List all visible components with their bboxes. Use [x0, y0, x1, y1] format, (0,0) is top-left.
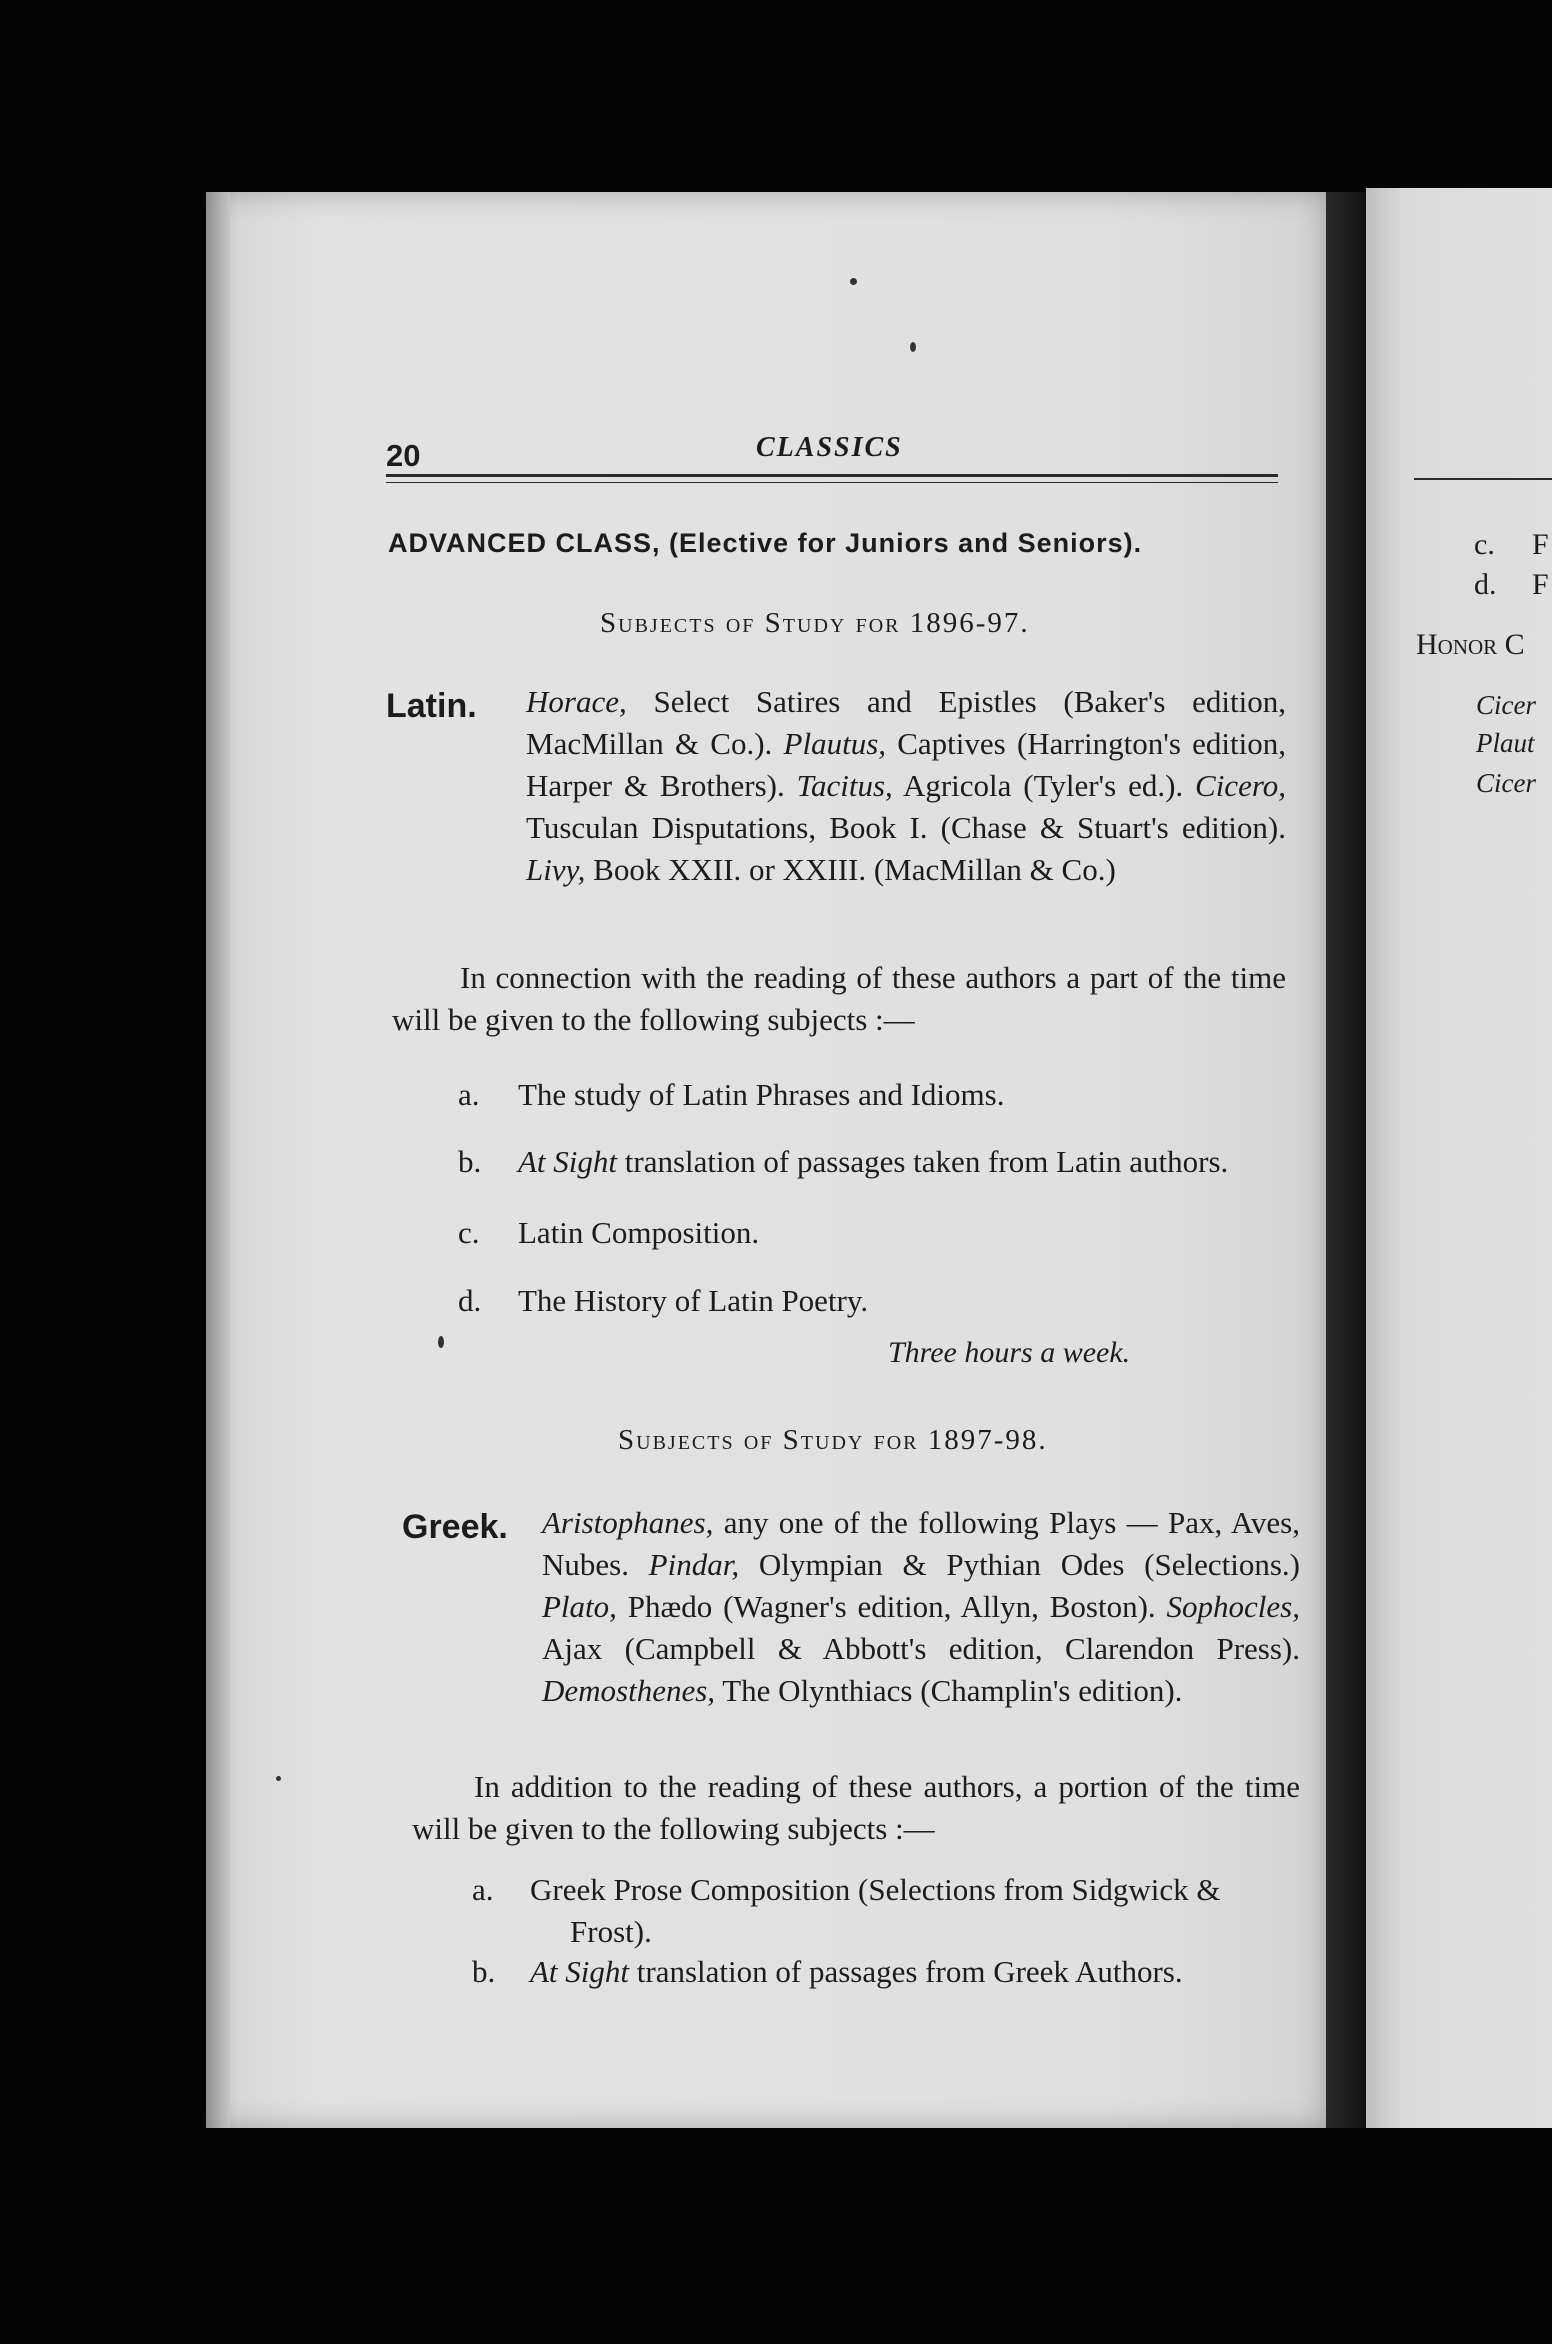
facing-line-c: c. — [1474, 528, 1495, 561]
list-body: Greek Prose Composition (Selections from Sidgwick & — [530, 1872, 1221, 1907]
work-text: The Olynthiacs (Champlin's edition). — [715, 1673, 1183, 1708]
facing-line-cicero: Cicer — [1476, 690, 1536, 720]
class-heading — [388, 528, 1142, 559]
work-text: Select Satires and Epistles (Baker's edition, MacMillan & Co.). — [526, 684, 1286, 761]
scan-speck — [276, 1776, 281, 1781]
list-text — [530, 1872, 1221, 1908]
list-body: The History of Latin Poetry. — [518, 1283, 869, 1318]
page-spine-shadow — [1326, 192, 1366, 2128]
work-text: Agricola (Tyler's ed.). — [892, 768, 1196, 803]
list-letter: b. — [472, 1954, 496, 1989]
facing-honor-heading: Honor C — [1416, 628, 1525, 661]
list-body: translation of passages taken from Latin authors. — [617, 1144, 1229, 1179]
work-text: Book XXII. or XXIII. (MacMillan & Co.) — [585, 852, 1116, 887]
list-text — [530, 1954, 1183, 1990]
list-body: The study of Latin Phrases and Idioms. — [518, 1077, 1005, 1112]
page-number: 20 — [386, 438, 421, 473]
work-author: Plato, — [542, 1589, 617, 1624]
scan-speck — [910, 342, 916, 352]
work-author: Demosthenes, — [542, 1673, 716, 1708]
work-author: Aristophanes, — [542, 1505, 714, 1540]
work-text: Ajax (Campbell & Abbott's edition, Clarendon Press). — [542, 1631, 1300, 1666]
section-heading-1896: Subjects of Study for 1896-97. — [600, 607, 1030, 639]
work-author: Horace, — [526, 684, 627, 719]
facing-line-d: d. — [1474, 568, 1497, 601]
latin-intro-paragraph: In connection with the reading of these authors a part of the time will be given to the following subjects :— — [392, 960, 1286, 1037]
work-text: Olympian & Pythian Odes (Selections.) — [739, 1547, 1300, 1582]
page-title: CLASSICS — [756, 432, 903, 463]
list-text — [518, 1215, 759, 1251]
greek-works-paragraph — [542, 1502, 1300, 1712]
work-text: Tusculan Disputations, Book I. (Chase & Stuart's edition). — [526, 810, 1286, 845]
class-heading-note: (Elective for Juniors and Seniors). — [669, 528, 1143, 558]
list-text — [518, 1077, 1004, 1113]
work-author: Pindar, — [648, 1547, 740, 1582]
greek-intro-paragraph: In addition to the reading of these authors, a portion of the time will be given to the following subjects :— — [412, 1769, 1300, 1846]
facing-line-cicero-2: Cicer — [1476, 768, 1536, 798]
work-author: Sophocles, — [1166, 1589, 1300, 1624]
list-letter: c. — [458, 1215, 480, 1250]
list-letter: a. — [458, 1077, 480, 1112]
facing-line-d-tail: F — [1532, 568, 1549, 601]
list-text-continued: Frost). — [570, 1914, 652, 1949]
work-text: Captives (Harrington's edition, Harper & Brothers). — [526, 726, 1287, 803]
list-letter: a. — [472, 1872, 494, 1907]
list-text — [518, 1283, 868, 1319]
latin-works-paragraph — [526, 681, 1286, 891]
section-heading-1897: Subjects of Study for 1897-98. — [618, 1424, 1048, 1456]
scan-speck — [850, 278, 857, 285]
facing-page-rule — [1414, 478, 1552, 480]
work-author: Plautus, — [783, 726, 887, 761]
list-italic: At Sight — [530, 1954, 630, 1989]
header-rule-thick — [386, 474, 1278, 477]
facing-line-plautus: Plaut — [1476, 728, 1535, 758]
list-italic: At Sight — [518, 1144, 618, 1179]
hours-note: Three hours a week. — [888, 1336, 1131, 1369]
work-text: Phædo (Wagner's edition, Allyn, Boston). — [616, 1589, 1167, 1624]
list-body: translation of passages from Greek Authors. — [629, 1954, 1183, 1989]
list-letter: d. — [458, 1283, 482, 1318]
list-body: Latin Composition. — [518, 1215, 760, 1250]
subject-label-latin: Latin. — [386, 687, 477, 725]
work-author: Livy, — [526, 852, 586, 887]
list-letter: b. — [458, 1144, 482, 1179]
header-rule-thin — [386, 482, 1278, 483]
work-author: Cicero, — [1195, 768, 1286, 803]
list-text — [518, 1144, 1228, 1180]
work-author: Tacitus, — [796, 768, 893, 803]
facing-line-c-tail: F — [1532, 528, 1549, 561]
work-text: any one of the following Plays — Pax, Aves, Nubes. — [542, 1505, 1300, 1582]
scan-speck — [438, 1336, 444, 1348]
class-heading-name: ADVANCED CLASS, — [388, 528, 661, 558]
page-gutter-edge — [206, 192, 230, 2128]
subject-label-greek: Greek. — [402, 1508, 508, 1546]
